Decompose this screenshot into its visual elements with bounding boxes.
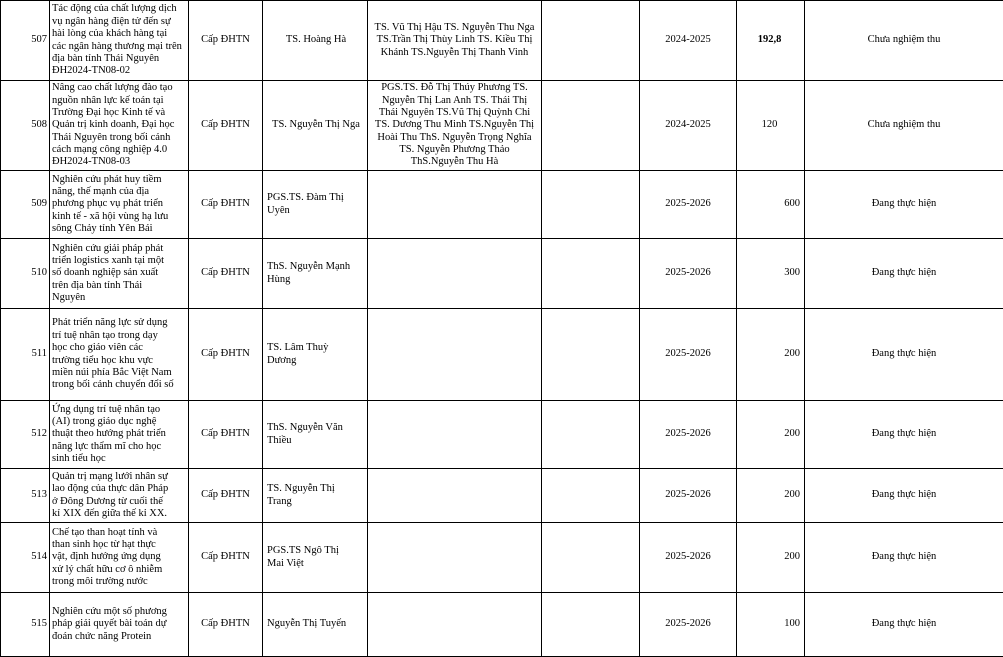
text-line: than sinh học từ hạt thực [52, 539, 186, 551]
budget-cell: 192,8 [737, 1, 805, 81]
text-line: Mai Việt [267, 558, 365, 570]
lead-researcher-cell [263, 401, 368, 469]
text-line: TS. Nguyễn Thị [267, 483, 365, 495]
text-line: Ứng dụng trí tuệ nhân tạo [52, 404, 186, 416]
members-cell [368, 309, 542, 401]
lead-researcher-cell [263, 171, 368, 239]
text-line: học cho giáo viên các [52, 342, 186, 354]
row-number-cell: 515 [1, 593, 50, 657]
level-cell: Cấp ĐHTN [189, 523, 263, 593]
project-name-cell [50, 401, 189, 469]
text-line: PGS.TS Ngô Thị [267, 545, 365, 557]
text-line: kinh tế - xã hội vùng hạ lưu [52, 211, 186, 223]
table-row [1, 401, 1003, 469]
text-line: ở Đông Dương từ cuối thế [52, 496, 186, 508]
text-line: ĐH2024-TN08-03 [52, 156, 186, 168]
empty-cell [542, 239, 640, 309]
text-line: ThS. Nguyễn Văn [267, 422, 365, 434]
text-line: Hùng [267, 274, 365, 286]
text-line: Nghiên cứu một số phương [52, 606, 186, 618]
text-line: Khánh TS.Nguyễn Thị Thanh Vinh [368, 47, 541, 59]
table-row [1, 469, 1003, 523]
text-line: Nguyên [52, 292, 186, 304]
table-row [1, 1, 1003, 81]
year-cell: 2025-2026 [640, 469, 737, 523]
lead-researcher-cell [263, 593, 368, 657]
lead-researcher-cell [263, 239, 368, 309]
table-row [1, 309, 1003, 401]
text-line: Nguyễn Thị Tuyến [267, 618, 365, 630]
members-cell [368, 401, 542, 469]
budget-cell: 200 [737, 523, 805, 593]
budget-cell: 200 [737, 469, 805, 523]
text-line: Trường Đại học Kinh tế và [52, 107, 186, 119]
year-cell: 2025-2026 [640, 171, 737, 239]
row-number-cell: 514 [1, 523, 50, 593]
text-line: Nghiên cứu giải pháp phát [52, 243, 186, 255]
project-name-cell [50, 469, 189, 523]
status-cell: Đang thực hiện [805, 523, 1003, 593]
text-line: vụ ngân hàng điện tử đến sự [52, 16, 186, 28]
text-line: lao động của thực dân Pháp [52, 483, 186, 495]
project-name-cell [50, 81, 189, 171]
text-line: (AI) trong giáo dục nghệ [52, 416, 186, 428]
text-line: kỉ XIX đến giữa thế kỉ XX. [52, 508, 186, 520]
year-cell: 2025-2026 [640, 239, 737, 309]
year-cell: 2024-2025 [640, 1, 737, 81]
status-cell: Đang thực hiện [805, 593, 1003, 657]
status-cell: Đang thực hiện [805, 239, 1003, 309]
status-cell: Đang thực hiện [805, 309, 1003, 401]
row-number-cell: 510 [1, 239, 50, 309]
budget-cell: 300 [737, 239, 805, 309]
text-line: Nguyễn Thị Lan Anh TS. Thái Thị [368, 95, 541, 107]
level-cell: Cấp ĐHTN [189, 239, 263, 309]
text-line: Phát triển năng lực sử dụng [52, 317, 186, 329]
text-line: Tác động của chất lượng dịch [52, 3, 186, 15]
text-line: hài lòng của khách hàng tại [52, 28, 186, 40]
text-line: Thái Nguyên trong bối cảnh [52, 132, 186, 144]
row-number-cell: 511 [1, 309, 50, 401]
empty-cell [542, 1, 640, 81]
text-line: TS. Dương Thu Minh TS.Nguyễn Thị [368, 119, 541, 131]
status-cell: Chưa nghiệm thu [805, 1, 1003, 81]
year-cell: 2024-2025 [640, 81, 737, 171]
text-line: Trang [267, 496, 365, 508]
text-line: năng, thế mạnh của địa [52, 186, 186, 198]
text-line: sinh tiểu học [52, 453, 186, 465]
text-line: trí tuệ nhân tạo trong dạy [52, 330, 186, 342]
text-line: TS. Nguyễn Phương Thảo [368, 144, 541, 156]
text-line: Nghiên cứu phát huy tiềm [52, 174, 186, 186]
status-cell: Đang thực hiện [805, 401, 1003, 469]
text-line: trên địa bàn tỉnh Thái [52, 280, 186, 292]
text-line: Chế tạo than hoạt tính và [52, 527, 186, 539]
budget-cell: 120 [737, 81, 805, 171]
project-name-cell [50, 523, 189, 593]
year-cell: 2025-2026 [640, 593, 737, 657]
text-line: cách mạng công nghiệp 4.0 [52, 144, 186, 156]
text-line: vật, định hướng ứng dụng [52, 551, 186, 563]
lead-researcher-cell [263, 309, 368, 401]
text-line: Quản trị kinh doanh, Đại học [52, 119, 186, 131]
text-line: Dương [267, 355, 365, 367]
budget-cell: 600 [737, 171, 805, 239]
status-cell: Đang thực hiện [805, 171, 1003, 239]
text-line: năng lực thẩm mĩ cho học [52, 441, 186, 453]
text-line: Thái Nguyên TS.Vũ Thị Quỳnh Chi [368, 107, 541, 119]
text-line: xử lý chất hữu cơ ô nhiễm [52, 564, 186, 576]
row-number-cell: 512 [1, 401, 50, 469]
text-line: trong môi trường nước [52, 576, 186, 588]
table-row [1, 523, 1003, 593]
lead-researcher-cell [263, 469, 368, 523]
text-line: Nâng cao chất lượng đào tạo [52, 82, 186, 94]
budget-cell: 100 [737, 593, 805, 657]
text-line: Quản trị mạng lưới nhân sự [52, 471, 186, 483]
empty-cell [542, 81, 640, 171]
members-cell [368, 1, 542, 81]
members-cell [368, 523, 542, 593]
members-cell [368, 469, 542, 523]
empty-cell [542, 401, 640, 469]
level-cell: Cấp ĐHTN [189, 171, 263, 239]
project-name-cell [50, 593, 189, 657]
text-line: TS.Trần Thị Thùy Linh TS. Kiều Thị [368, 34, 541, 46]
level-cell: Cấp ĐHTN [189, 593, 263, 657]
text-line: nguồn nhân lực kế toán tại [52, 95, 186, 107]
row-number-cell: 507 [1, 1, 50, 81]
lead-researcher-cell [263, 523, 368, 593]
text-line: số doanh nghiệp sản xuất [52, 267, 186, 279]
table-row [1, 81, 1003, 171]
text-line: phương phục vụ phát triển [52, 198, 186, 210]
empty-cell [542, 171, 640, 239]
project-name-cell [50, 309, 189, 401]
text-line: TS. Vũ Thị Hậu TS. Nguyễn Thu Nga [368, 22, 541, 34]
text-line: pháp giải quyết bài toán dự [52, 618, 186, 630]
text-line: PGS.TS. Đỗ Thị Thúy Phương TS. [368, 82, 541, 94]
text-line: miền núi phía Bắc Việt Nam [52, 367, 186, 379]
year-cell: 2025-2026 [640, 309, 737, 401]
text-line: trường tiểu học khu vực [52, 355, 186, 367]
text-line: Hoài Thu ThS. Nguyễn Trọng Nghĩa [368, 132, 541, 144]
table-row [1, 593, 1003, 657]
status-cell: Đang thực hiện [805, 469, 1003, 523]
table-row [1, 171, 1003, 239]
level-cell: Cấp ĐHTN [189, 469, 263, 523]
empty-cell [542, 469, 640, 523]
project-name-cell [50, 1, 189, 81]
text-line: Uyên [267, 205, 365, 217]
empty-cell [542, 593, 640, 657]
text-line: triển logistics xanh tại một [52, 255, 186, 267]
level-cell: Cấp ĐHTN [189, 401, 263, 469]
level-cell: Cấp ĐHTN [189, 309, 263, 401]
lead-researcher-cell: TS. Nguyễn Thị Nga [263, 81, 368, 171]
text-line: TS. Lâm Thuỳ [267, 342, 365, 354]
level-cell: Cấp ĐHTN [189, 81, 263, 171]
text-line: các ngân hàng thương mại trên [52, 41, 186, 53]
budget-cell: 200 [737, 401, 805, 469]
text-line: ThS. Nguyễn Mạnh [267, 261, 365, 273]
empty-cell [542, 309, 640, 401]
year-cell: 2025-2026 [640, 523, 737, 593]
text-line: thuật theo hướng phát triển [52, 428, 186, 440]
table-row [1, 239, 1003, 309]
text-line: trong bối cảnh chuyển đổi số [52, 379, 186, 391]
text-line: ThS.Nguyễn Thu Hà [368, 156, 541, 168]
lead-researcher-cell: TS. Hoàng Hà [263, 1, 368, 81]
row-number-cell: 509 [1, 171, 50, 239]
row-number-cell: 513 [1, 469, 50, 523]
members-cell [368, 171, 542, 239]
text-line: địa bàn tỉnh Thái Nguyên [52, 53, 186, 65]
members-cell [368, 81, 542, 171]
year-cell: 2025-2026 [640, 401, 737, 469]
status-cell: Chưa nghiệm thu [805, 81, 1003, 171]
text-line: ĐH2024-TN08-02 [52, 65, 186, 77]
members-cell [368, 593, 542, 657]
level-cell: Cấp ĐHTN [189, 1, 263, 81]
text-line: đoán chức năng Protein [52, 631, 186, 643]
project-name-cell [50, 171, 189, 239]
members-cell [368, 239, 542, 309]
empty-cell [542, 523, 640, 593]
row-number-cell: 508 [1, 81, 50, 171]
text-line: Thiều [267, 435, 365, 447]
budget-cell: 200 [737, 309, 805, 401]
project-name-cell [50, 239, 189, 309]
text-line: sông Chảy tỉnh Yên Bái [52, 223, 186, 235]
text-line: PGS.TS. Đàm Thị [267, 192, 365, 204]
